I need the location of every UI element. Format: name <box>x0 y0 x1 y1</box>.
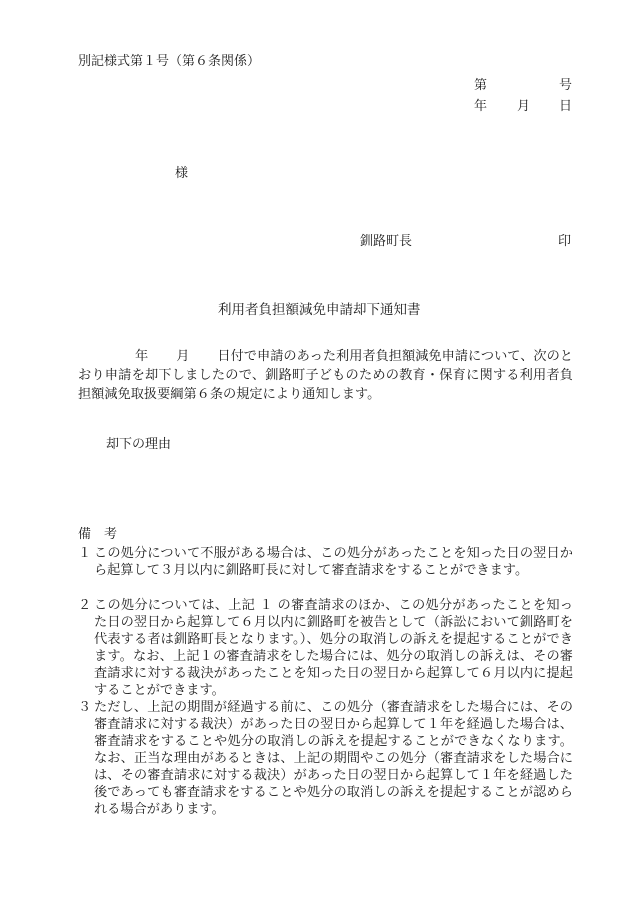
remark-number: ３ <box>78 700 92 715</box>
seal-mark: 印 <box>558 234 572 249</box>
remark-item-3 <box>78 699 573 818</box>
sender-title: 釧路町長 <box>360 234 413 249</box>
remark-text: ただし、上記の期間が経過する前に、この処分（審査請求をした場合には、その審査請求に対する裁決）があった日の翌日から起算して１年を経過した場合は、審査請求をすることや処分の取消しの訴えを提起することができなくなります。なお、正当な理由があるときは、上記の期間やこの処分（審査請求をした場合には、その審査請求に対する裁決）があった日の翌日から起算して１年を経過した後であっても審査請求をすることや処分の取消しの訴えを提起することが認められる場合があります。 <box>94 700 573 817</box>
form-label: 別記様式第１号（第６条関係） <box>78 54 261 69</box>
remark-text: この処分については、上記 １ の審査請求のほか、この処分があったことを知った日の翌日から起算して６月以内に釧路町を被告として（訴訟において釧路町を代表する者は釧路町長となります。）、処分の取消しの訴えを提起することができます。なお、上記１の審査請求をした場合には、処分の取消しの訴えは、その審査請求に対する裁決があったことを知った日の翌日から起算して６月以内に提起することができます。 <box>94 598 573 698</box>
remark-text: この処分について不服がある場合は、この処分があったことを知った日の翌日から起算して３月以内に釧路町長に対して審査請求をすることができます。 <box>94 546 573 578</box>
body-paragraph <box>78 347 573 404</box>
remark-item-2 <box>78 597 573 699</box>
reason-heading: 却下の理由 <box>106 437 172 452</box>
date-year: 年 <box>474 99 488 114</box>
remark-item-1 <box>78 545 573 579</box>
number-suffix: 号 <box>559 78 573 93</box>
date-month: 月 <box>517 99 531 114</box>
document-title: 利用者負担額減免申請却下通知書 <box>218 302 421 318</box>
body-month: 月 <box>176 349 190 364</box>
remarks-heading: 備 考 <box>78 527 118 542</box>
addressee-suffix: 様 <box>175 166 189 181</box>
body-text: 日付で申請のあった利用者負担額減免申請について、次のとおり申請を却下しましたので、釧路町子どものための教育・保育に関する利用者負担額減免取扱要綱第６条の規定により通知します。 <box>78 349 573 402</box>
remark-number: ２ <box>78 598 92 613</box>
remark-number: １ <box>78 546 92 561</box>
body-year: 年 <box>135 349 149 364</box>
date-day: 日 <box>559 99 573 114</box>
number-prefix: 第 <box>474 78 488 93</box>
